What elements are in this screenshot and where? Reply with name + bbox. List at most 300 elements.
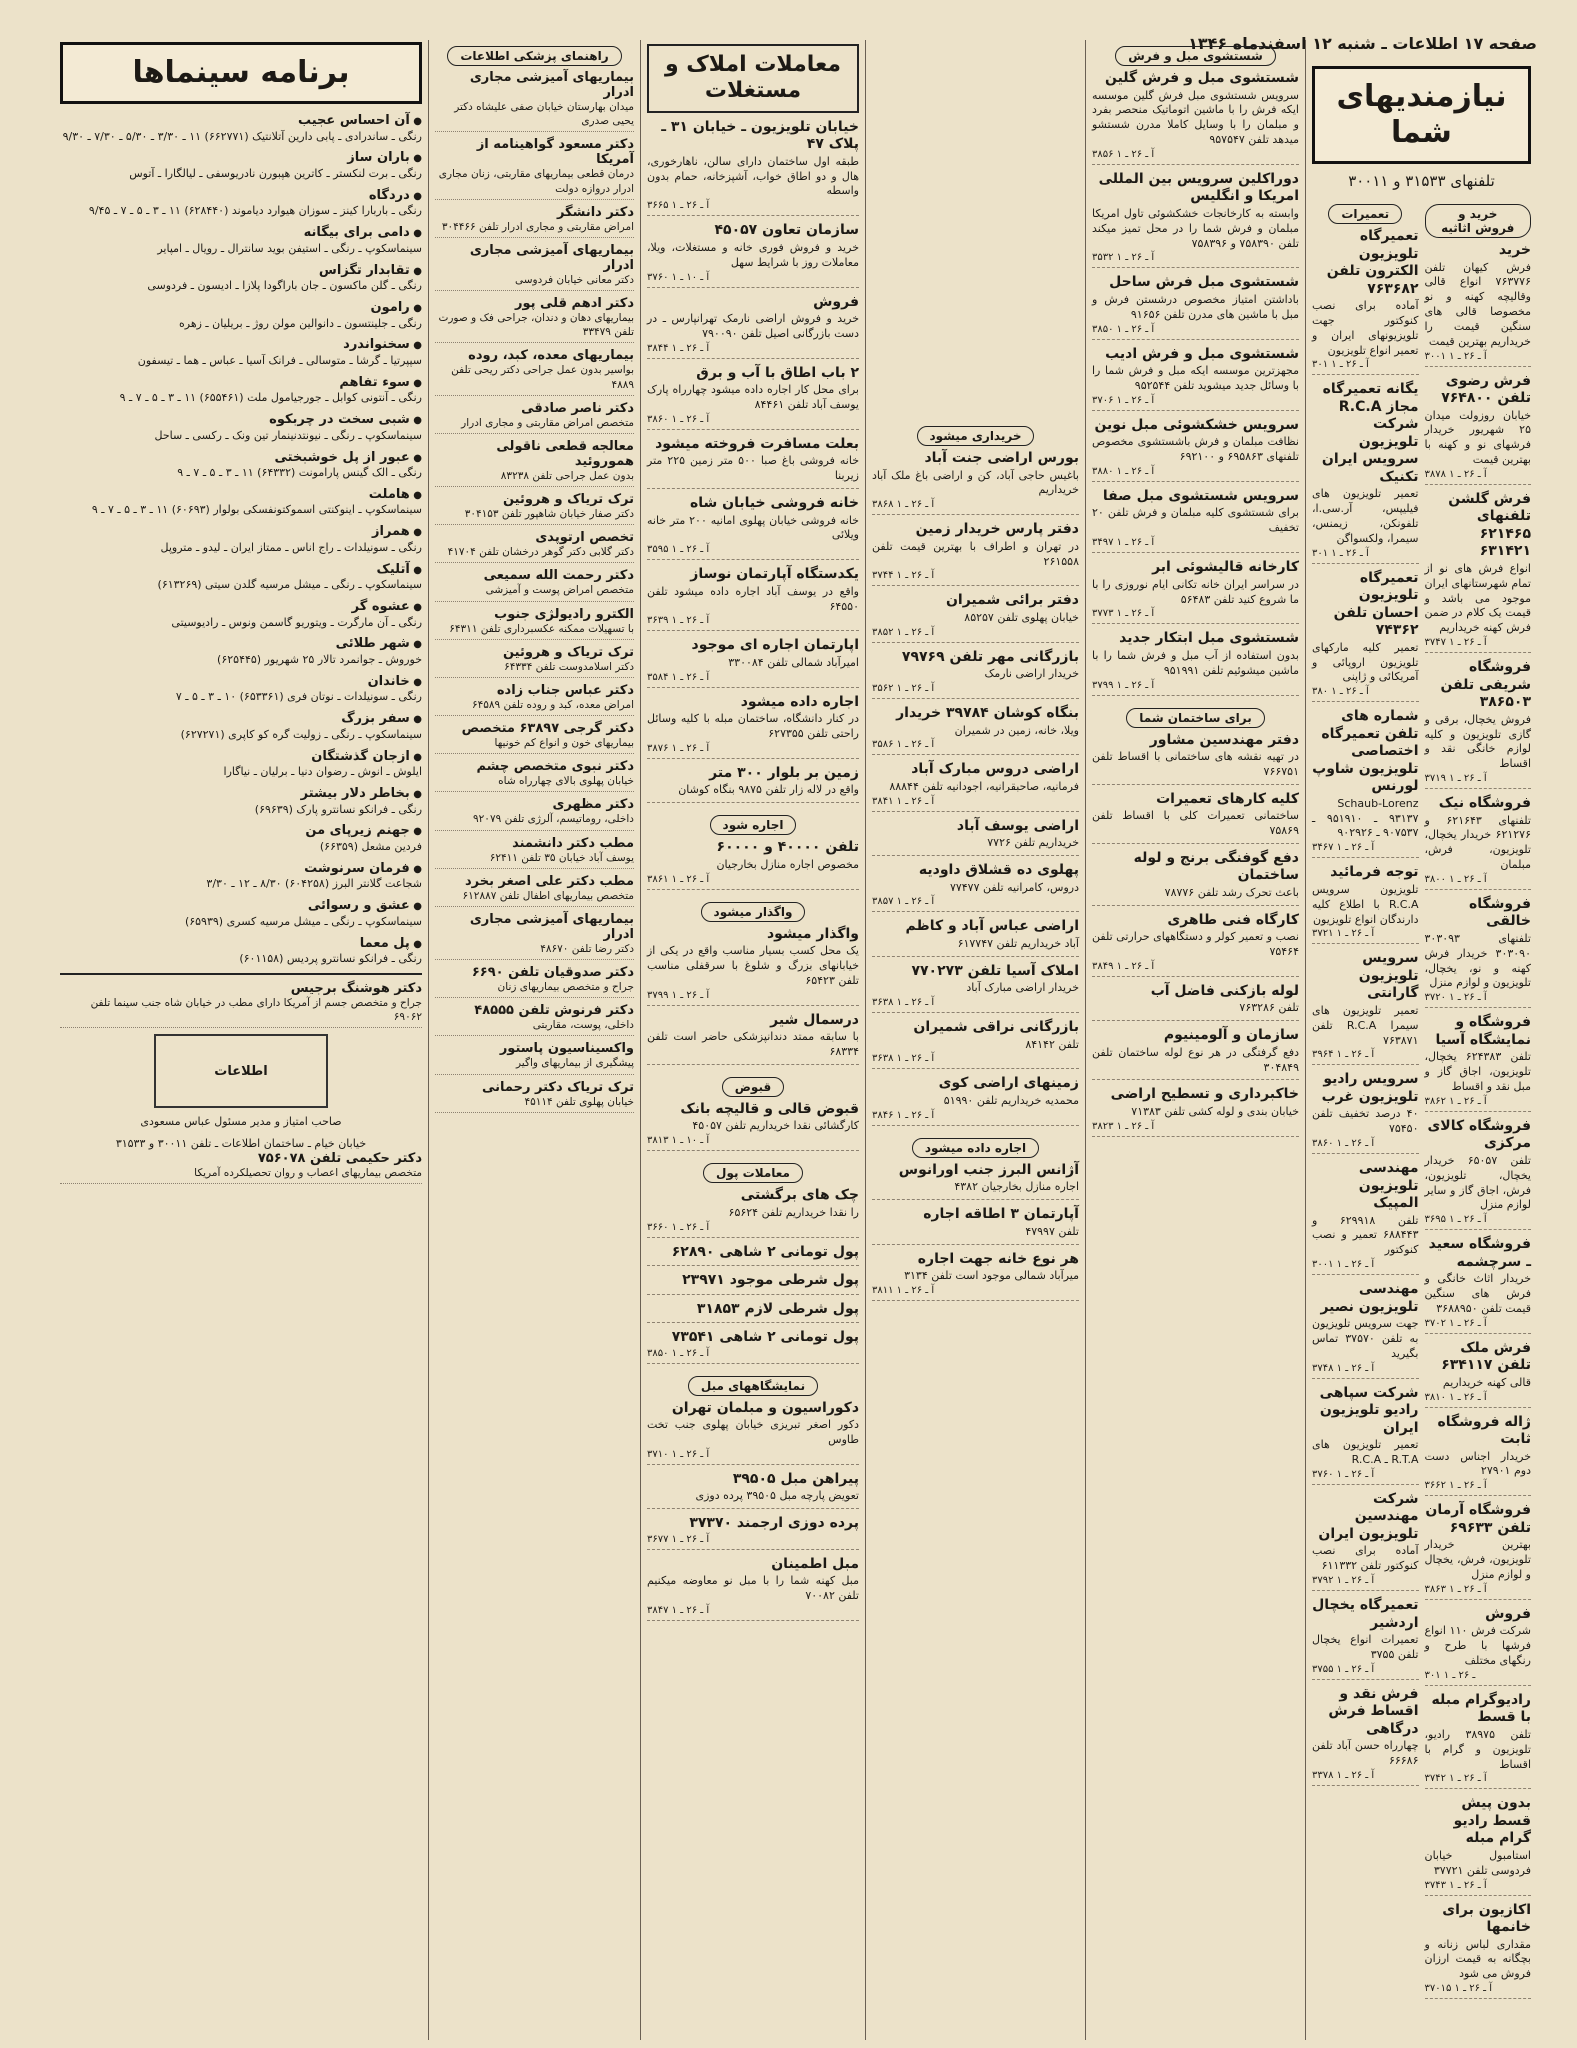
ad-text: Schaub-Lorenz ۹۳۱۳۷ ـ ۹۵۱۹۱۰ ـ ۹۰۷۵۳۷ ـ ۹۰۲۹۲۶ (1312, 796, 1419, 840)
ad-title: پیراهن مبل ۳۹۵۰۵ (732, 1470, 859, 1487)
doctor-name: ترک تریاک و هروئین (502, 492, 634, 508)
ad-title: فروشگاه کالای مرکزی (1427, 1117, 1531, 1152)
film-title: ● دردگاه (60, 187, 422, 205)
ad-text: فرمانیه، صاحبقرانیه، اجودانیه تلفن ۸۸۸۴۴ (889, 779, 1079, 793)
cinema-listing (60, 149, 422, 181)
ad-title: آژانس البرز جنب اورانوس (898, 1161, 1079, 1178)
classified-ad (1425, 1118, 1532, 1230)
cinema-listing (60, 187, 422, 219)
column-furniture (1085, 40, 1305, 2040)
ad-title: فروش (813, 293, 859, 310)
realestate-ads (647, 119, 859, 804)
ad-text: واقع در لاله زار تلفن ۹۸۷۵ بنگاه کوشان (678, 783, 859, 797)
land-rent-ads (872, 1162, 1079, 1301)
ad-code: ۳۷۰۶ آ ـ ۲۶ ـ ۱ (1092, 394, 1155, 406)
cinema-listing (60, 748, 422, 780)
film-details: سینماسکوپ ـ رنگی ـ نیونتدنینمار تین ونک ـ رکسی ـ ساحل (154, 428, 422, 442)
ad-title: فروشگاه آرمان تلفن ۶۹۶۳۳ (1425, 1502, 1531, 1536)
ad-text: فروش یخچال، برقی و گازی تلویزیون و کلیه لوازم خانگی نقد و اقساط (1424, 712, 1531, 771)
doctor-box-text: جراح و متخصص جسم از آمریکا دارای مطب در خیابان شاه جنب سینما تلفن ۶۹۰۶۲ (90, 996, 422, 1024)
film-details: رنگی ـ برت لنکستر ـ کاترین هپبورن نادریوسفی ـ لیالگارا ـ آتوس (129, 166, 422, 180)
ad-text: استامبول خیابان فردوسی تلفن ۳۷۷۲۱ (1424, 1848, 1531, 1877)
film-title: ● دامی برای بیگانه (60, 224, 422, 242)
column-needs (1305, 40, 1537, 2040)
ad-title: دفتر برائی شمیران (945, 592, 1079, 609)
ad-title: فروشگاه نیک (1438, 795, 1531, 812)
ad-title: کارخانه قالیشوئی ابر (1152, 559, 1299, 576)
doctor-name: بیماریهای آمیزشی مجاری ادرار (469, 242, 634, 273)
classified-ad (1425, 1414, 1532, 1497)
ad-text: تلفنهای ۳۰۳۰۹۳ ۳۰۳۰۹۰ خریدار فرش کهنه و نو، یخچال، تلویزیون و لوازم منزل (1424, 931, 1531, 990)
ad-code: ۳۸۴۹ آ ـ ۲۶ ـ ۱ (1092, 960, 1155, 972)
classified-ad (872, 1075, 1079, 1125)
classified-ad (647, 436, 859, 489)
ad-text: برای شستشوی کلیه مبلمان و فرش تلفن ۲۰ تخفیف (1092, 506, 1299, 535)
cinema-listing (60, 449, 422, 481)
ad-text: خریدار اجناس دست دوم ۲۷۹۰۱ (1424, 1449, 1531, 1478)
classified-ad (647, 1187, 859, 1237)
doctor-name: بیماریهای آمیزشی مجاری ادرار (469, 911, 634, 942)
film-title: ● شهر طلائی (60, 635, 422, 653)
doctor-details: خیابان پهلوی بالای چهارراه شاه (498, 775, 634, 788)
film-details: رنگی ـ سونیلدات ـ راج اناس ـ ممتاز ایران ـ لیدو ـ متروپل (160, 540, 422, 554)
classified-ad (647, 1101, 859, 1151)
classified-ad (647, 765, 859, 803)
film-title: ● آتلیک (60, 561, 422, 579)
doctor-details: دکتر گلابی دکتر گوهر درخشان تلفن ۴۱۷۰۴ (447, 546, 634, 559)
ad-title: دکوراسیون و مبلمان تهران (671, 1399, 859, 1416)
classified-ad (1425, 491, 1532, 653)
tag-buy-sell: خرید و فروش اثاثیه (1425, 204, 1532, 238)
ad-title: رادیوگرام مبله با قسط (1431, 1691, 1531, 1726)
ad-code: ۳۷۷۳ آ ـ ۲۶ ـ ۱ (1092, 608, 1155, 620)
ad-code: ۳۷۰۲ آ ـ ۲۶ ـ ۱ (1424, 1317, 1487, 1329)
cinema-listing (60, 224, 422, 256)
ad-text: خرید و فروش فوری خانه و مستغلات، ویلا، معاملات روز با شرایط سهل (647, 240, 859, 269)
page-header: صفحه ۱۷ اطلاعات ـ شنبه ۱۲ اسفندماه ۱۳۴۶ (1188, 34, 1537, 53)
ad-title: شرکت مهندسین تلویزیون ایران (1318, 1490, 1419, 1542)
ad-text: آماده برای نصب کنوکتور جهت تلویزیونهای ایران و تعمیر انواع تلویزیون (1312, 299, 1419, 357)
cinema-listing (60, 486, 422, 518)
doctor-details: دکتر رضا تلفن ۴۸۶۷۰ (540, 942, 634, 955)
ad-code: ۳۸۴۱ آ ـ ۲۶ ـ ۱ (872, 795, 935, 807)
ad-title: خیابان تلویزیون ـ خیابان ۳۱ ـ پلاک ۴۷ (661, 118, 859, 153)
doctor-name: دکتر رحمت الله سمیعی (483, 568, 634, 584)
furniture-ads (1092, 70, 1299, 696)
ad-title: دوراکلین سرویس بین المللی امریکا و انگلیس (1098, 170, 1299, 205)
ad-title: کارگاه فنی طاهری (1167, 911, 1299, 928)
classified-ad (1425, 1606, 1532, 1686)
doctor-listing (435, 243, 634, 291)
ad-code: ۳۷۲۰ آ ـ ۲۶ ـ ۱ (1424, 992, 1487, 1004)
film-title: ● سخنواندرد (60, 336, 422, 354)
ad-title: ژاله فروشگاه ثابت (1437, 1413, 1531, 1448)
ad-title: املاک آسیا تلفن ۷۷۰۲۷۳ (911, 962, 1079, 979)
ad-code: ۳۷۴۸ آ ـ ۲۶ ـ ۱ (1312, 1362, 1375, 1374)
section-title-cinema: برنامه سینماها (60, 42, 422, 104)
ad-text: تلفن ۶۵۰۵۷ خریدار یخچال، تلویزیون، فرش، اجاق گاز و سایر لوازم منزل (1424, 1153, 1531, 1212)
doctor-name: بیماریهای معده، کبد، روده (468, 348, 634, 364)
ad-text: خانه فروشی باغ صبا ۵۰۰ متر زمین ۲۲۵ متر زیربنا (647, 454, 859, 483)
film-details: رنگی ـ فرانکو نسانترو پارک (۶۹۶۳۹) (254, 802, 422, 816)
classified-ad (872, 1206, 1079, 1244)
ad-code: ۳۸۱۰ آ ـ ۲۶ ـ ۱ (1424, 1391, 1487, 1403)
ad-title: پول تومانی ۲ شاهی ۶۲۸۹۰ (671, 1243, 859, 1260)
ad-code: ۳۴۹۷ آ ـ ۲۶ ـ ۱ (1092, 537, 1155, 549)
ad-text: آماده برای نصب کنوکتور تلفن ۶۱۱۳۳۲ (1312, 1544, 1419, 1573)
doctor-details: بواسیر بدون عمل جراحی دکتر ریحی تلفن ۴۸۸۹ (451, 364, 634, 391)
ad-text: تلفن ۶۲۴۳۸۳ یخچال، تلویزیون، اجاق گاز و مبل نقد و اقساط (1424, 1050, 1531, 1093)
ad-code: ۳۸۶۲ آ ـ ۲۶ ـ ۱ (1424, 1095, 1487, 1107)
cinema-listing (60, 897, 422, 929)
ad-text: ساختمانی تعمیرات کلی با اقساط تلفن ۷۵۸۶۹ (1092, 809, 1299, 838)
doctor-name: ترک تریاک دکتر رحمانی (481, 1079, 634, 1095)
film-title: ● باران ساز (60, 149, 422, 167)
film-title: ● رامون (60, 299, 422, 317)
address: خیابان خیام ـ ساختمان اطلاعات ـ تلفن ۳۰۰۱۱ و ۳۱۵۳۳ (115, 1136, 367, 1150)
classified-ad (647, 566, 859, 631)
ad-code: ۳۶۶۵ آ ـ ۲۶ ـ ۱ (647, 200, 710, 212)
ad-text: تعمیر تلویزیون های R.T.A ـ R.C.A (1312, 1438, 1419, 1466)
classified-ad (1092, 912, 1299, 977)
classified-ad (1092, 791, 1299, 844)
receipt-ads (647, 1101, 859, 1151)
classified-ad (1425, 1902, 1532, 2000)
ad-title: شستشوی مبل و فرش گلین (1104, 70, 1299, 86)
classified-ad (1092, 488, 1299, 553)
tag-furniture: شستشوی مبل و فرش (1115, 46, 1276, 66)
classified-ad (872, 592, 1079, 642)
ad-text: در سراسر ایران خانه تکانی ایام نوروزی را با ما شروع کنید تلفن ۵۶۴۸۳ (1092, 577, 1299, 606)
classified-ad (647, 839, 859, 889)
doctor-listing (435, 492, 634, 525)
ad-text: مقداری لباس زنانه و بچگانه به قیمت ارزان فروش می شود (1424, 1937, 1531, 1981)
ad-code: ۳۷۹۹ آ ـ ۲۶ ـ ۱ (1092, 679, 1155, 691)
doctor-name: معالجه قطعی ناقولی هموروئید (496, 438, 634, 469)
film-details: ایلوش ـ انوش ـ رضوان دنیا ـ برلیان ـ نیاگارا (223, 765, 422, 779)
ad-title: دفتر پارس خریدار زمین (915, 521, 1079, 538)
ad-title: سرویس شستشوی مبل صفا (1102, 487, 1299, 504)
classified-ad (872, 761, 1079, 811)
ad-title: مبل اطمینان (771, 1555, 859, 1572)
ad-code: ۳۸۱۱ آ ـ ۲۶ ـ ۱ (872, 1284, 935, 1296)
ad-code: ۳۸۵۲ آ ـ ۲۶ ـ ۱ (872, 626, 935, 638)
film-details: سینماسکوپ ـ رنگی ـ میشل مرسیه گلدن سیتی (۶۱۳۲۶۹) (157, 578, 422, 592)
ad-title: شماره های تلفن تعمیرگاه اختصاصی تلویزیون شاوپ لورنس (1312, 708, 1419, 795)
furniture-show-ads (647, 1400, 859, 1621)
doctor-details: بدون عمل جراحی تلفن ۸۳۲۳۸ (500, 469, 634, 482)
film-details: سینماسکوپ ـ رنگی ـ استیفن بوید سانترال ـ رویال ـ امپایر (157, 241, 422, 255)
classified-ad (1312, 1385, 1419, 1485)
classified-ad (1092, 732, 1299, 785)
ad-code: ۳۷۲۱ آ ـ ۲۶ ـ ۱ (1312, 928, 1375, 940)
classified-ad (647, 694, 859, 759)
ad-code: ۳۷۶۰ آ ـ ۲۶ ـ ۱ (1312, 1468, 1375, 1480)
classified-ad (1312, 381, 1419, 563)
classified-ad (1092, 1086, 1299, 1136)
ad-code: ۳۵۹۵ آ ـ ۲۶ ـ ۱ (647, 544, 710, 556)
doctor-listing (435, 296, 634, 343)
ad-code: ۳۶۳۸ آ ـ ۲۶ ـ ۱ (872, 1053, 935, 1065)
ad-title: فرش ملک تلفن ۶۳۴۱۱۷ (1441, 1339, 1531, 1374)
film-title: ● تقابدار تگزاس (60, 262, 422, 280)
ad-text: را نقدا خریداریم تلفن ۶۵۶۲۴ (728, 1205, 859, 1219)
classified-ad (647, 1471, 859, 1509)
tag-building: برای ساختمان شما (1126, 708, 1264, 728)
ad-title: واگذار میشود (766, 925, 859, 942)
ad-title: اپارتمان اجاره ای موجود (691, 637, 859, 654)
ad-text: خرید و فروش اراضی نارمک تهرانپارس ـ در دست بازرگانی اصیل تلفن ۷۹۰۰۹۰ (647, 312, 859, 340)
doctor-name: تخصص ارتوپدی (535, 530, 634, 546)
doctor-details: خیابان پهلوی تلفن ۴۵۱۱۴ (524, 1095, 634, 1108)
doctor-listing (435, 1003, 634, 1036)
classified-ad (647, 637, 859, 687)
classified-ad (1425, 1236, 1532, 1334)
ad-text: طبقه اول ساختمان دارای سالن، ناهارخوری، هال و دو اطاق خواب، آشپزخانه، حمام بدون واسطه (647, 154, 859, 198)
ad-text: تعمیر کلیه مارکهای تلویزیون اروپائی و آمریکائی و ژاپنی (1312, 640, 1419, 684)
classified-ad (647, 1515, 859, 1550)
ad-code: ۳۷۴۲ آ ـ ۲۶ ـ ۱ (1424, 1773, 1487, 1785)
ad-code: ۳۵۸۴ آ ـ ۲۶ ـ ۱ (647, 671, 710, 683)
classified-ad (872, 1251, 1079, 1301)
film-details: فردین مشعل (۶۶۳۵۹) (319, 839, 422, 853)
needs-buy-list (1425, 198, 1532, 2005)
classified-ad (647, 119, 859, 217)
ad-code: ۳۷۴۴ آ ـ ۲۶ ـ ۱ (872, 570, 935, 582)
ad-title: فروشگاه شریفی تلفن ۳۸۶۵۰۳ (1440, 659, 1531, 711)
ad-text: فرش کیهان تلفن ۷۶۳۷۷۶ انواع قالی وقالیچه کهنه و نو مخصوصا قالی های سنگین قیمت را خریداریم بهترین قیمت (1424, 260, 1531, 348)
classified-ad (1312, 1071, 1419, 1154)
classified-ad (1312, 1160, 1419, 1275)
ad-code: ۳۰۱ ـ ۲۶ ـ ۱ (1424, 1669, 1476, 1681)
doctor-details: دکتر اسلامدوست تلفن ۶۴۳۳۴ (504, 660, 634, 673)
classified-ad (1425, 1502, 1532, 1600)
doctor-name: دکتر فرنوش تلفن ۴۸۵۵۵ (474, 1003, 634, 1019)
ad-code: ۳۸۷۶ آ ـ ۲۶ ـ ۱ (647, 742, 710, 754)
ad-text: تعمیرات انواع یخچال تلفن ۳۷۵۵ (1312, 1633, 1419, 1661)
ad-title: سازمان تعاون ۴۵۰۵۷ (714, 222, 859, 239)
doctor-box (60, 981, 422, 1028)
ad-title: بعلت مسافرت فروخته میشود (655, 435, 859, 452)
doctor-details: متخصص امراض پوست و آمیزشی (485, 584, 634, 597)
film-details: رنگی ـ الک گینس پارامونت (۶۴۳۳۲) ۱۱ ـ ۳ ـ ۵ ـ ۷ ـ ۹ (177, 466, 422, 480)
doctor-details: دکتر معانی خیابان فردوسی (514, 273, 634, 286)
needs-repair-list (1312, 198, 1419, 2005)
ad-text: تعویض پارچه مبل ۳۹۵۰۵ پرده دوزی (695, 1489, 859, 1503)
ad-text: در تهیه نقشه های ساختمانی با اقساط تلفن ۷۶۶۷۵۱ (1092, 750, 1299, 778)
column-cinema (54, 40, 428, 2040)
film-title: ● هاملت (60, 486, 422, 504)
section-title-realestate: معاملات املاک و مستغلات (647, 44, 859, 113)
ad-code: ۳۸۲۳ آ ـ ۲۶ ـ ۱ (1092, 1120, 1155, 1132)
ad-title: دفع گوفنگی برنج و لوله ساختمان (1133, 849, 1299, 884)
ad-code: ۳۸۵۰ آ ـ ۲۶ ـ ۱ (647, 1347, 710, 1359)
ad-text: خیابان روزولت میدان ۲۵ شهریور خریدار فرشهای نو و کهنه با بهترین قیمت (1424, 408, 1531, 467)
ad-text: محمدیه خریداریم تلفن ۵۱۹۹۰ (943, 1093, 1079, 1107)
film-details: رنگی ـ فرانکو نسانترو پردیس (۶۰۱۱۵۸) (239, 952, 422, 966)
doctor-listing (435, 965, 634, 998)
doctor-name: مطب دکتر علی اصغر بخرد (465, 873, 634, 889)
ad-title: پرده دوزی ارجمند ۳۷۳۷۰ (689, 1515, 859, 1532)
doctor-details: متخصص بیماریهای اطفال تلفن ۶۱۲۸۸۷ (462, 889, 634, 902)
tag-furniture-show: نمایشگاههای مبل (688, 1376, 818, 1396)
classified-ad (647, 926, 859, 1006)
ad-code: ۳۶۳۹ آ ـ ۲۶ ـ ۱ (647, 615, 710, 627)
ad-text: امیرآباد شمالی تلفن ۳۳۰۰۸۴ (728, 655, 859, 669)
ad-title: پول شرطی لازم ۳۱۸۵۳ (696, 1300, 859, 1317)
classified-ad (872, 963, 1079, 1013)
classified-ad (1312, 228, 1419, 375)
ad-text: انواع فرش های نو از تمام شهرستانهای ایران موجود می باشد و قیمت یک کلام در ضمن فرش کهنه خریداریم (1424, 561, 1531, 635)
doctor-name: دکتر عباس جناب زاده (496, 682, 634, 698)
ad-code: ۳۷۴۷ آ ـ ۲۶ ـ ۱ (1424, 637, 1487, 649)
ad-title: تلفن ۴۰۰۰۰ و ۶۰۰۰۰ (716, 839, 859, 856)
classified-ad (872, 705, 1079, 755)
film-details: رنگی ـ سونیلدات ـ نوتان فری (۶۵۳۳۶۱) ۱۰ ـ ۳ ـ ۵ ـ ۷ (175, 690, 422, 704)
film-title: ● فرمان سرنوشت (60, 860, 422, 878)
tag-receipts: قبوض (722, 1077, 784, 1097)
film-details: رنگی ـ آنتونی کوابل ـ جورجیامول ملت (۶۵۵۴۶۱) ۱۱ ـ ۳ ـ ۵ ـ ۷ ـ ۹ (119, 391, 422, 405)
ad-code: ۳۳۷۸ آ ـ ۲۶ ـ ۱ (1312, 1769, 1375, 1781)
ad-title: چک های برگشتی (740, 1187, 859, 1204)
ad-text: مخصوص اجاره منازل بخارجیان (716, 857, 859, 871)
ad-title: فروشگاه و نمایشگاه آسیا (1435, 1014, 1531, 1048)
tag-repairs: تعمیرات (1328, 204, 1402, 224)
doctor-listing (435, 70, 634, 132)
film-title: ● سوء تفاهم (60, 374, 422, 392)
ad-text: بدون استفاده از آب مبل و فرش شما را با ماشین میشوئیم تلفن ۹۵۱۹۹۱ (1092, 648, 1299, 677)
ad-title: یکدستگاه آپارتمان نوساز (690, 566, 859, 583)
ad-text: با سابقه ممتد دندانپزشکی حاضر است تلفن ۶۸۳۳۴ (647, 1030, 859, 1059)
pawn-ads (647, 926, 859, 1065)
classified-ad (1425, 896, 1532, 1008)
ad-code: ۳۰۱ آ ـ ۲۶ ـ ۱ (1312, 359, 1369, 371)
ad-code: ۳۵۸۶ آ ـ ۲۶ ـ ۱ (872, 739, 935, 751)
ad-title: سرویس خشکشوئی مبل نوین (1094, 416, 1299, 433)
ad-title: یگانه تعمیرگاه مجاز R.C.A شرکت تلویزیون سرویس ایران تکنیک (1321, 381, 1419, 485)
doctor-listing (435, 568, 634, 601)
film-title: ● همراز (60, 523, 422, 541)
cinema-listing (60, 411, 422, 443)
film-title: ● خاندان (60, 673, 422, 691)
ad-code: ۳۶۶۰ آ ـ ۲۶ ـ ۱ (647, 1221, 710, 1233)
ad-text: جهت سرویس تلویزیون به تلفن ۳۷۵۷۰ تماس بگیرید (1312, 1317, 1419, 1360)
film-details: رنگی ـ جلینتسون ـ دانوالین مولن روژ ـ بریلیان ـ زهره (178, 316, 422, 330)
ad-title: اجاره داده میشود (740, 693, 859, 710)
doctor-listing (435, 721, 634, 754)
doctor-listing (435, 874, 634, 907)
doctor-details: دکتر صفار خیابان شاهپور تلفن ۳۰۴۱۵۳ (464, 508, 634, 521)
ad-text: سرویس شستشوی مبل فرش گلین موسسه ایکه فرش را با ماشین اتوماتیک منحصر بفرد و مبلمان را با وسایل کاملا مدرن شستشو میدهد تلفن ۹۵۷۵۴۷ (1092, 88, 1299, 147)
doctor-listing (435, 439, 634, 487)
ad-title: فروشگاه سعید ـ سرچشمه (1428, 1236, 1531, 1270)
doctor-listing (435, 683, 634, 716)
cinema-listing (60, 860, 422, 892)
ad-text: کارگشائی نقدا خریداریم تلفن ۴۵۰۵۷ (692, 1119, 859, 1133)
tag-pawn: واگذار میشود (701, 902, 806, 922)
ad-text: در کنار دانشگاه، ساختمان مبله با کلیه وسائل راحتی تلفن ۶۲۷۳۵۵ (647, 712, 859, 741)
classified-ad (1092, 850, 1299, 906)
classified-ad (1312, 864, 1419, 944)
classified-ad (647, 1301, 859, 1324)
land-ads (872, 450, 1079, 1126)
ad-code: ۳۶۶۲ آ ـ ۲۶ ـ ۱ (1424, 1480, 1487, 1492)
ad-code: ۳۸۶۸ آ ـ ۲۶ ـ ۱ (872, 499, 935, 511)
doctor-listing (435, 530, 634, 563)
classified-ad (872, 1162, 1079, 1200)
ad-title: ۲ باب اطاق با آب و برق (696, 364, 859, 381)
ad-title: بورس اراضی جنت آباد (924, 450, 1079, 466)
classified-ad (1092, 417, 1299, 482)
ad-text: ویلا، خانه، زمین در شمیران (954, 723, 1079, 737)
classified-ad (1425, 373, 1532, 485)
film-title: ● ازجان گذشتگان (60, 748, 422, 766)
needs-phones: تلفنهای ۳۱۵۳۳ و ۳۰۰۱۱ (1348, 172, 1495, 190)
ad-code: ۳۸۶۰ آ ـ ۲۶ ـ ۱ (647, 413, 710, 425)
ad-title: پول شرطی موجود ۲۳۹۷۱ (682, 1272, 859, 1289)
ad-code: ۳۰۰۱ آ ـ ۲۶ ـ ۱ (1312, 1259, 1375, 1271)
classified-ad (1425, 1340, 1532, 1408)
classified-ad (1092, 70, 1299, 165)
ad-code: ۳۸۴۷ آ ـ ۲۶ ـ ۱ (647, 1604, 710, 1616)
ad-title: فروشگاه خالقی (1468, 895, 1531, 930)
classified-ad (1425, 242, 1532, 367)
ad-title: خانه فروشی خیابان شاه (689, 495, 859, 512)
doctor-details: بیماریهای دهان و دندان، جراحی فک و صورت تلفن ۳۳۴۷۹ (438, 312, 634, 339)
classified-ad (872, 1019, 1079, 1069)
ad-title: اراضی یوسف آباد (956, 817, 1079, 834)
ad-text: چهارراه حسن آباد تلفن ۶۶۶۸۶ (1312, 1739, 1419, 1768)
doctor-details: امراض معده، کبد و روده تلفن ۶۴۵۸۹ (471, 698, 634, 711)
rent-ads (647, 839, 859, 889)
ad-text: مبل کهنه شما را با مبل نو معاوضه میکنیم تلفن ۷۰۰۸۲ (647, 1574, 859, 1602)
ad-text: تلویزیون سرویس R.C.A با اطلاع کلیه دارندگان انواع تلویزیون (1312, 882, 1419, 926)
classified-ad (1312, 1491, 1419, 1591)
doctor-listing (435, 836, 634, 869)
doctor-box-title: دکتر هوشنگ برجیس (290, 980, 422, 996)
ad-text: تلفن ۷۶۳۲۸۶ (1239, 1001, 1299, 1015)
ad-title: سرویس رادیو تلویزیون غرب (1321, 1071, 1419, 1105)
cinema-listing (60, 673, 422, 705)
cinema-listing (60, 523, 422, 555)
ad-title: شستشوی مبل فرش ساحل (1109, 274, 1299, 291)
classified-ad (1425, 1014, 1532, 1112)
classified-ad (647, 1012, 859, 1065)
doctor-listing (435, 645, 634, 678)
ad-text: خانه فروشی خیابان پهلوی امانیه ۲۰۰ متر خانه ویلائی (647, 513, 859, 542)
ad-text: تلفن ۳۸۹۷۵ رادیو، تلویزیون و گرام با اقساط (1424, 1727, 1531, 1771)
classified-ad (872, 918, 1079, 956)
doctor-name: دکتر ناصر صادقی (521, 400, 634, 416)
ad-text: قالی کهنه خریداریم (1442, 1375, 1531, 1389)
film-title: ● عشوه گر (60, 598, 422, 616)
columns (54, 40, 1537, 2028)
doctor-details: جراح و متخصص بیماریهای زنان (497, 981, 634, 994)
ad-title: سازمان و آلومینیوم (1163, 1027, 1299, 1044)
ad-text: خیابان بندی و لوله کشی تلفن ۷۱۳۸۳ (1131, 1104, 1299, 1118)
ad-text: نصب و تعمیر کولر و دستگاههای حرارتی تلفن ۷۵۴۶۴ (1092, 930, 1299, 959)
doctor-name: دکتر ادهم قلی پور (514, 296, 634, 312)
cinema-list (60, 112, 422, 967)
film-details: سپپرتیا ـ گرشا ـ متوسالی ـ فرانک آسیا ـ عباس ـ هما ـ تیسفون (137, 353, 422, 367)
film-title: ● جهنم زیرپای من (60, 822, 422, 840)
ad-title: شستشوی مبل و فرش ادیب (1105, 345, 1299, 362)
doctor-listing (435, 1080, 634, 1113)
ad-text: دروس، کامرانیه تلفن ۷۷۴۷۷ (949, 880, 1079, 894)
ad-text: تلفن ۸۴۱۴۲ (1025, 1037, 1079, 1051)
column-doctors (428, 40, 640, 2040)
film-details: خوروش ـ جوانمرد تالار ۲۵ شهریور (۶۲۵۴۴۵) (217, 653, 422, 667)
